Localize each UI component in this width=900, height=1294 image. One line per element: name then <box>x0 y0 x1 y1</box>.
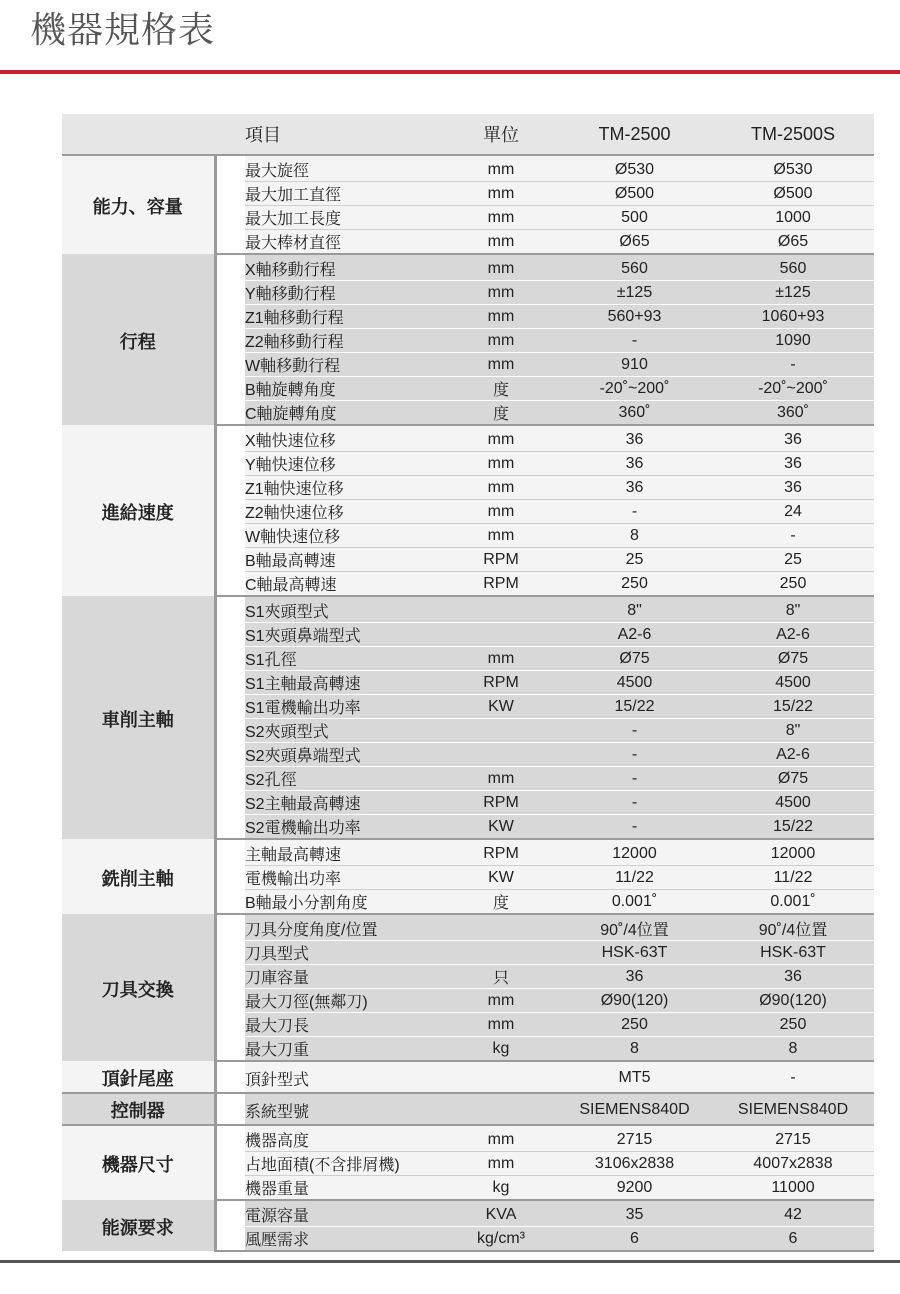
value-model-2: ±125 <box>712 281 874 305</box>
row-spacer <box>215 377 245 401</box>
value-model-1: 500 <box>557 206 712 230</box>
value-model-2: 25 <box>712 548 874 572</box>
value-model-2: 15/22 <box>712 695 874 719</box>
value-model-2: 36 <box>712 452 874 476</box>
row-spacer <box>215 155 245 182</box>
item-name: S1夾頭鼻端型式 <box>245 623 445 647</box>
row-spacer <box>215 1093 245 1125</box>
value-model-1: 3106x2838 <box>557 1152 712 1176</box>
unit-cell <box>445 743 557 767</box>
row-spacer <box>215 500 245 524</box>
category-label: 頂針尾座 <box>62 1061 215 1093</box>
row-spacer <box>215 791 245 815</box>
spec-table-header <box>62 114 874 155</box>
row-spacer <box>215 548 245 572</box>
value-model-1: Ø65 <box>557 230 712 255</box>
value-model-2: 1090 <box>712 329 874 353</box>
item-name: S2孔徑 <box>245 767 445 791</box>
value-model-2: HSK-63T <box>712 941 874 965</box>
value-model-2: 8" <box>712 596 874 623</box>
unit-cell <box>445 914 557 941</box>
value-model-2: 36 <box>712 425 874 452</box>
value-model-1: 250 <box>557 572 712 597</box>
table-row <box>62 1125 874 1152</box>
value-model-2: 90˚/4位置 <box>712 914 874 941</box>
value-model-1: -20˚~200˚ <box>557 377 712 401</box>
value-model-2: 360˚ <box>712 401 874 426</box>
unit-cell <box>445 596 557 623</box>
value-model-2: 11000 <box>712 1176 874 1201</box>
spec-group <box>62 254 874 425</box>
value-model-2: 36 <box>712 965 874 989</box>
value-model-1: 9200 <box>557 1176 712 1201</box>
value-model-2: 8" <box>712 719 874 743</box>
value-model-1: 560 <box>557 254 712 281</box>
spec-group <box>62 1125 874 1200</box>
value-model-2: - <box>712 524 874 548</box>
item-name: S1夾頭型式 <box>245 596 445 623</box>
value-model-2: A2-6 <box>712 623 874 647</box>
row-spacer <box>215 1125 245 1152</box>
header-spacer <box>215 114 245 155</box>
item-name: Z2軸快速位移 <box>245 500 445 524</box>
row-spacer <box>215 839 245 866</box>
value-model-1: 0.001˚ <box>557 890 712 915</box>
value-model-1: - <box>557 767 712 791</box>
item-name: S2電機輸出功率 <box>245 815 445 840</box>
item-name: 最大加工直徑 <box>245 182 445 206</box>
table-row <box>62 1061 874 1093</box>
unit-cell: RPM <box>445 572 557 597</box>
spec-group <box>62 914 874 1061</box>
item-name: S1電機輸出功率 <box>245 695 445 719</box>
table-row <box>62 914 874 941</box>
unit-cell: mm <box>445 155 557 182</box>
row-spacer <box>215 182 245 206</box>
unit-cell <box>445 1093 557 1125</box>
value-model-2: 8 <box>712 1037 874 1062</box>
unit-cell: KW <box>445 815 557 840</box>
value-model-1: - <box>557 719 712 743</box>
row-spacer <box>215 671 245 695</box>
row-spacer <box>215 965 245 989</box>
value-model-1: 36 <box>557 425 712 452</box>
value-model-2: - <box>712 1061 874 1093</box>
value-model-2: 15/22 <box>712 815 874 840</box>
row-spacer <box>215 1176 245 1201</box>
unit-cell: mm <box>445 989 557 1013</box>
page-title: 機器規格表 <box>30 10 216 51</box>
item-name: W軸移動行程 <box>245 353 445 377</box>
value-model-1: 36 <box>557 965 712 989</box>
table-row <box>62 254 874 281</box>
unit-cell: 度 <box>445 377 557 401</box>
item-name: B軸最小分割角度 <box>245 890 445 915</box>
spec-group <box>62 1061 874 1093</box>
unit-cell: 度 <box>445 890 557 915</box>
value-model-1: 36 <box>557 476 712 500</box>
unit-cell: kg <box>445 1037 557 1062</box>
row-spacer <box>215 989 245 1013</box>
value-model-1: 8 <box>557 524 712 548</box>
row-spacer <box>215 329 245 353</box>
item-name: 主軸最高轉速 <box>245 839 445 866</box>
spec-group <box>62 425 874 596</box>
unit-cell: mm <box>445 1152 557 1176</box>
item-name: X軸快速位移 <box>245 425 445 452</box>
unit-cell: RPM <box>445 671 557 695</box>
value-model-1: 25 <box>557 548 712 572</box>
unit-cell: RPM <box>445 548 557 572</box>
spec-group <box>62 839 874 914</box>
row-spacer <box>215 524 245 548</box>
row-spacer <box>215 647 245 671</box>
unit-cell: RPM <box>445 791 557 815</box>
row-spacer <box>215 206 245 230</box>
header-item: 項目 <box>245 114 445 155</box>
unit-cell: mm <box>445 230 557 255</box>
unit-cell: KW <box>445 695 557 719</box>
value-model-1: MT5 <box>557 1061 712 1093</box>
unit-cell: kg/cm³ <box>445 1227 557 1252</box>
value-model-2: Ø530 <box>712 155 874 182</box>
unit-cell: mm <box>445 452 557 476</box>
category-label: 車削主軸 <box>62 596 215 839</box>
unit-cell <box>445 941 557 965</box>
item-name: 最大刀重 <box>245 1037 445 1062</box>
item-name: 電源容量 <box>245 1200 445 1227</box>
item-name: 機器高度 <box>245 1125 445 1152</box>
row-spacer <box>215 452 245 476</box>
value-model-2: 250 <box>712 572 874 597</box>
row-spacer <box>215 572 245 597</box>
item-name: S1孔徑 <box>245 647 445 671</box>
row-spacer <box>215 866 245 890</box>
unit-cell: mm <box>445 1013 557 1037</box>
value-model-1: 910 <box>557 353 712 377</box>
item-name: Z2軸移動行程 <box>245 329 445 353</box>
value-model-1: - <box>557 791 712 815</box>
item-name: 最大棒材直徑 <box>245 230 445 255</box>
value-model-1: Ø75 <box>557 647 712 671</box>
value-model-1: Ø500 <box>557 182 712 206</box>
item-name: B軸旋轉角度 <box>245 377 445 401</box>
unit-cell: mm <box>445 500 557 524</box>
item-name: S2夾頭型式 <box>245 719 445 743</box>
category-label: 控制器 <box>62 1093 215 1125</box>
value-model-2: 4500 <box>712 791 874 815</box>
spec-table <box>62 114 874 1252</box>
value-model-2: 1000 <box>712 206 874 230</box>
unit-cell: mm <box>445 524 557 548</box>
unit-cell: mm <box>445 206 557 230</box>
row-spacer <box>215 1013 245 1037</box>
row-spacer <box>215 353 245 377</box>
value-model-2: -20˚~200˚ <box>712 377 874 401</box>
title-divider <box>0 70 900 74</box>
header-model-1: TM-2500 <box>557 114 712 155</box>
unit-cell <box>445 719 557 743</box>
value-model-2: 11/22 <box>712 866 874 890</box>
table-row <box>62 425 874 452</box>
value-model-1: - <box>557 743 712 767</box>
unit-cell: 度 <box>445 401 557 426</box>
value-model-1: - <box>557 815 712 840</box>
unit-cell: 只 <box>445 965 557 989</box>
row-spacer <box>215 1152 245 1176</box>
value-model-1: 560+93 <box>557 305 712 329</box>
item-name: C軸旋轉角度 <box>245 401 445 426</box>
item-name: 機器重量 <box>245 1176 445 1201</box>
value-model-2: 36 <box>712 476 874 500</box>
unit-cell <box>445 623 557 647</box>
value-model-1: 90˚/4位置 <box>557 914 712 941</box>
value-model-2: 12000 <box>712 839 874 866</box>
value-model-1: 12000 <box>557 839 712 866</box>
value-model-2: Ø65 <box>712 230 874 255</box>
row-spacer <box>215 596 245 623</box>
value-model-2: 42 <box>712 1200 874 1227</box>
spec-group <box>62 155 874 254</box>
value-model-2: 2715 <box>712 1125 874 1152</box>
row-spacer <box>215 743 245 767</box>
row-spacer <box>215 230 245 255</box>
header-category <box>62 114 215 155</box>
row-spacer <box>215 1061 245 1093</box>
item-name: 刀庫容量 <box>245 965 445 989</box>
unit-cell: KW <box>445 866 557 890</box>
value-model-1: Ø90(120) <box>557 989 712 1013</box>
value-model-1: 360˚ <box>557 401 712 426</box>
item-name: 系統型號 <box>245 1093 445 1125</box>
spec-group <box>62 1093 874 1125</box>
value-model-2: 560 <box>712 254 874 281</box>
value-model-1: 15/22 <box>557 695 712 719</box>
item-name: 最大刀徑(無鄰刀) <box>245 989 445 1013</box>
value-model-2: - <box>712 353 874 377</box>
value-model-1: 2715 <box>557 1125 712 1152</box>
unit-cell: mm <box>445 281 557 305</box>
unit-cell: mm <box>445 329 557 353</box>
item-name: Y軸快速位移 <box>245 452 445 476</box>
table-row <box>62 839 874 866</box>
category-label: 進給速度 <box>62 425 215 596</box>
value-model-2: SIEMENS840D <box>712 1093 874 1125</box>
row-spacer <box>215 1037 245 1062</box>
unit-cell: mm <box>445 1125 557 1152</box>
spec-group <box>62 596 874 839</box>
value-model-1: - <box>557 329 712 353</box>
value-model-1: 4500 <box>557 671 712 695</box>
category-label: 機器尺寸 <box>62 1125 215 1200</box>
row-spacer <box>215 719 245 743</box>
row-spacer <box>215 425 245 452</box>
value-model-1: SIEMENS840D <box>557 1093 712 1125</box>
unit-cell: KVA <box>445 1200 557 1227</box>
row-spacer <box>215 767 245 791</box>
unit-cell: mm <box>445 476 557 500</box>
row-spacer <box>215 941 245 965</box>
value-model-2: A2-6 <box>712 743 874 767</box>
item-name: 最大刀長 <box>245 1013 445 1037</box>
value-model-1: HSK-63T <box>557 941 712 965</box>
unit-cell: mm <box>445 305 557 329</box>
category-label: 銑削主軸 <box>62 839 215 914</box>
category-label: 行程 <box>62 254 215 425</box>
unit-cell <box>445 1061 557 1093</box>
item-name: 占地面積(不含排屑機) <box>245 1152 445 1176</box>
value-model-2: Ø90(120) <box>712 989 874 1013</box>
value-model-1: ±125 <box>557 281 712 305</box>
value-model-1: 35 <box>557 1200 712 1227</box>
item-name: 刀具分度角度/位置 <box>245 914 445 941</box>
value-model-2: 250 <box>712 1013 874 1037</box>
item-name: S2夾頭鼻端型式 <box>245 743 445 767</box>
unit-cell: mm <box>445 353 557 377</box>
row-spacer <box>215 401 245 426</box>
value-model-2: 1060+93 <box>712 305 874 329</box>
value-model-2: 0.001˚ <box>712 890 874 915</box>
row-spacer <box>215 623 245 647</box>
unit-cell: mm <box>445 767 557 791</box>
value-model-2: 6 <box>712 1227 874 1252</box>
value-model-1: 8" <box>557 596 712 623</box>
table-row <box>62 155 874 182</box>
unit-cell: RPM <box>445 839 557 866</box>
value-model-1: 8 <box>557 1037 712 1062</box>
category-label: 能力、容量 <box>62 155 215 254</box>
row-spacer <box>215 815 245 840</box>
row-spacer <box>215 890 245 915</box>
value-model-1: 6 <box>557 1227 712 1252</box>
row-spacer <box>215 476 245 500</box>
row-spacer <box>215 305 245 329</box>
unit-cell: mm <box>445 425 557 452</box>
row-spacer <box>215 1200 245 1227</box>
item-name: 最大加工長度 <box>245 206 445 230</box>
value-model-2: 4500 <box>712 671 874 695</box>
item-name: 頂針型式 <box>245 1061 445 1093</box>
item-name: 最大旋徑 <box>245 155 445 182</box>
value-model-2: Ø75 <box>712 767 874 791</box>
value-model-1: 250 <box>557 1013 712 1037</box>
unit-cell: kg <box>445 1176 557 1201</box>
item-name: S2主軸最高轉速 <box>245 791 445 815</box>
row-spacer <box>215 914 245 941</box>
value-model-1: 36 <box>557 452 712 476</box>
value-model-2: 4007x2838 <box>712 1152 874 1176</box>
item-name: S1主軸最高轉速 <box>245 671 445 695</box>
item-name: Y軸移動行程 <box>245 281 445 305</box>
item-name: C軸最高轉速 <box>245 572 445 597</box>
row-spacer <box>215 695 245 719</box>
table-row <box>62 1093 874 1125</box>
item-name: B軸最高轉速 <box>245 548 445 572</box>
unit-cell: mm <box>445 182 557 206</box>
row-spacer <box>215 254 245 281</box>
category-label: 能源要求 <box>62 1200 215 1251</box>
item-name: W軸快速位移 <box>245 524 445 548</box>
item-name: Z1軸快速位移 <box>245 476 445 500</box>
row-spacer <box>215 1227 245 1252</box>
header-unit: 單位 <box>445 114 557 155</box>
value-model-2: Ø500 <box>712 182 874 206</box>
unit-cell: mm <box>445 647 557 671</box>
value-model-1: A2-6 <box>557 623 712 647</box>
item-name: X軸移動行程 <box>245 254 445 281</box>
value-model-2: 24 <box>712 500 874 524</box>
value-model-1: 11/22 <box>557 866 712 890</box>
header-model-2: TM-2500S <box>712 114 874 155</box>
value-model-1: - <box>557 500 712 524</box>
category-label: 刀具交換 <box>62 914 215 1061</box>
item-name: Z1軸移動行程 <box>245 305 445 329</box>
value-model-2: Ø75 <box>712 647 874 671</box>
item-name: 刀具型式 <box>245 941 445 965</box>
value-model-1: Ø530 <box>557 155 712 182</box>
spec-group <box>62 1200 874 1251</box>
item-name: 電機輸出功率 <box>245 866 445 890</box>
item-name: 風壓需求 <box>245 1227 445 1252</box>
unit-cell: mm <box>445 254 557 281</box>
table-row <box>62 596 874 623</box>
table-row <box>62 1200 874 1227</box>
bottom-divider <box>0 1260 900 1263</box>
row-spacer <box>215 281 245 305</box>
